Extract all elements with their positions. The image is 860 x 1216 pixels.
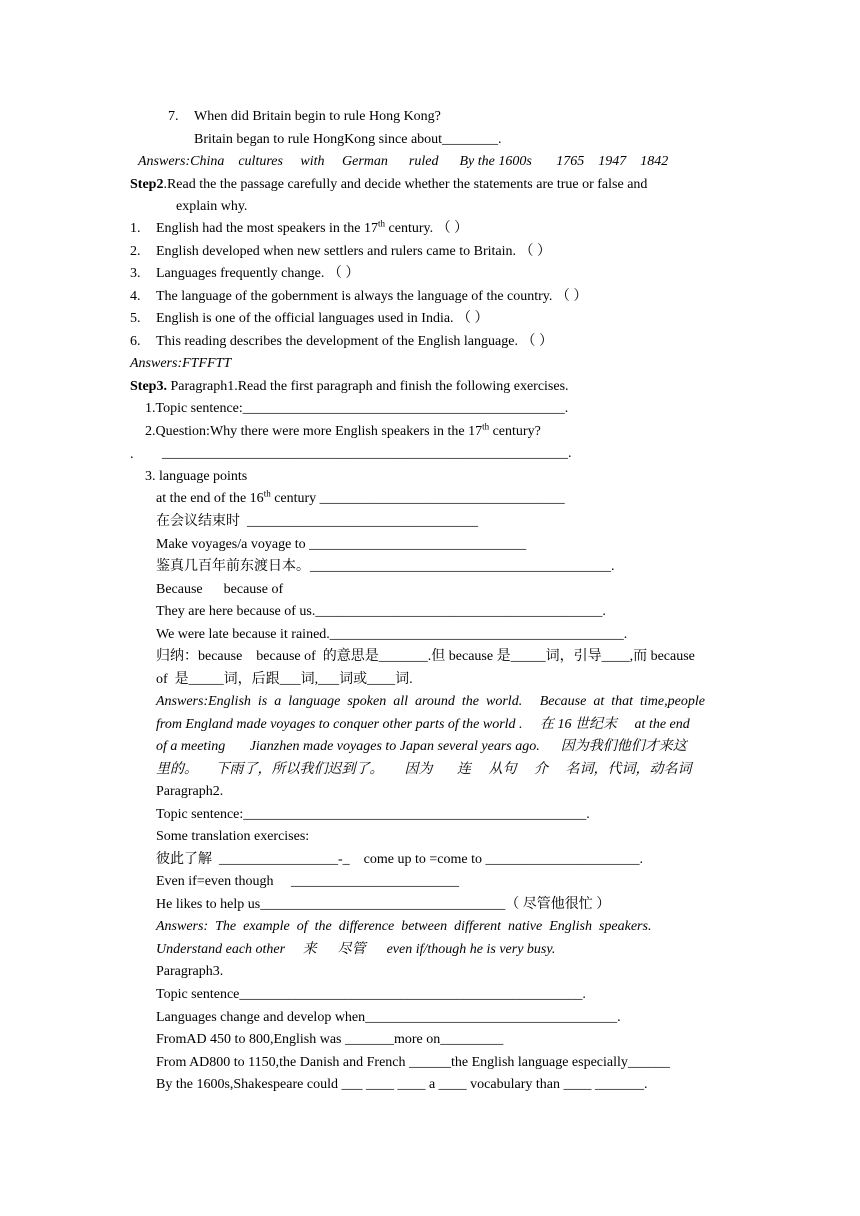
summary-line-1: 归纳：because because of 的意思是_______.但 because 是_____词，引导____,而 because <box>156 649 695 664</box>
superscript: th <box>263 488 271 499</box>
paragraph2-title: Paragraph2. <box>156 784 224 799</box>
paragraph3-line-4: By the 1600s,Shakespeare could ___ ____ ____ a ____ vocabulary than ____ _______. <box>156 1077 648 1092</box>
statement-text: The language of the gobernment is always the language of the country. （ ） <box>156 289 588 304</box>
p1-answers-line-1: Answers:English is a language spoken all around the world. Because at that time,people <box>156 694 705 709</box>
statement-text: English is one of the official languages used in India. （ ） <box>156 311 489 326</box>
superscript: th <box>378 218 386 229</box>
p1-answers-line-2: from England made voyages to conquer other parts of the world . 在 16 世纪末 at the end <box>156 717 690 732</box>
step2-answers: Answers:FTFFTT <box>130 356 232 371</box>
translation-line-3: He likes to help us___________________________________（ 尽管他很忙 ） <box>156 897 611 912</box>
p1-answers-line-3: of a meeting Jianzhen made voyages to Japan several years ago. 因为我们他们才来这 <box>156 739 687 754</box>
step2-instruction-text: .Read the the passage carefully and decide whether the statements are true or false and <box>163 177 648 192</box>
statement-number: 4. <box>130 289 141 304</box>
step3-label: Step3. <box>130 379 167 394</box>
language-point-5: Because because of <box>156 582 284 597</box>
statement-number: 1. <box>130 221 141 236</box>
statement-number: 3. <box>130 266 141 281</box>
question-7-prompt: Britain began to rule HongKong since about________. <box>194 132 502 147</box>
statement-text: English developed when new settlers and rulers came to Britain. （ ） <box>156 244 552 259</box>
lp1-text: at the end of the 16 <box>156 491 264 506</box>
step2-instruction-cont: explain why. <box>176 199 248 214</box>
superscript: th <box>482 421 490 432</box>
question-7-answers: Answers:China cultures with German ruled By the 1600s 1765 1947 1842 <box>138 154 669 169</box>
p2-answers-line-2: Understand each other 来 尽管 even if/though he is very busy. <box>156 942 556 957</box>
statement-1 <box>130 220 468 238</box>
paragraph3-topic: Topic sentence_________________________________________________. <box>156 987 586 1002</box>
step2-label: Step2 <box>130 177 164 192</box>
translation-line-2: Even if=even though ________________________ <box>156 874 460 889</box>
statement-number: 5. <box>130 311 141 326</box>
question-7-number: 7. <box>168 109 179 124</box>
language-point-3: Make voyages/a voyage to _______________________________ <box>156 537 527 552</box>
statement-2 <box>130 243 551 261</box>
translation-line-1: 彼此了解 _________________-_ come up to =come to ______________________. <box>156 852 643 867</box>
summary-line-2: of 是_____词，后跟___词,___词或____词. <box>156 672 413 687</box>
question-7-text: When did Britain begin to rule Hong Kong? <box>194 109 441 124</box>
answer-line: __________________________________________________________. <box>162 446 572 461</box>
statement-4 <box>130 288 587 306</box>
paragraph3-line-3: From AD800 to 1150,the Danish and French ______the English language especially______ <box>156 1055 670 1070</box>
paragraph2-topic: Topic sentence:_________________________________________________. <box>156 807 590 822</box>
statement-5 <box>130 310 489 328</box>
paragraph3-title: Paragraph3. <box>156 964 224 979</box>
statement-text-end: century. （ ） <box>385 221 469 236</box>
step2-instruction <box>130 176 732 194</box>
answer-line-dot: . <box>130 447 134 462</box>
language-point-6: They are here because of us._________________________________________. <box>156 604 606 619</box>
question-2-text-end: century? <box>489 424 541 439</box>
statement-number: 2. <box>130 244 141 259</box>
statement-text: English had the most speakers in the 17 <box>156 221 379 236</box>
language-points-title: 3. language points <box>145 469 248 484</box>
p1-answers-line-4: 里的。 下雨了，所以我们迟到了。 因为 连 从句 介 名词，代词，动名词 <box>156 762 692 777</box>
topic-sentence-1: 1.Topic sentence:______________________________________________. <box>145 401 569 416</box>
language-point-4: 鉴真几百年前东渡日本。___________________________________________. <box>156 559 615 574</box>
question-2 <box>145 423 541 441</box>
statement-3 <box>130 265 359 283</box>
language-point-1 <box>156 490 565 508</box>
step3-instruction <box>130 378 569 396</box>
statement-text: This reading describes the development of the English language. （ ） <box>156 334 553 349</box>
question-2-text: 2.Question:Why there were more English speakers in the 17 <box>145 424 483 439</box>
language-point-7: We were late because it rained.__________________________________________. <box>156 627 628 642</box>
translation-title: Some translation exercises: <box>156 829 310 844</box>
statement-number: 6. <box>130 334 141 349</box>
p2-answers-line-1: Answers: The example of the difference between different native English speakers. <box>156 919 652 934</box>
lp1-text-end: century ___________________________________ <box>270 491 565 506</box>
paragraph3-line-2: FromAD 450 to 800,English was _______more on_________ <box>156 1032 504 1047</box>
language-point-2: 在会议结束时 _________________________________ <box>156 514 478 529</box>
question-7 <box>168 108 441 126</box>
statement-6 <box>130 333 553 351</box>
step3-intro: Paragraph1.Read the first paragraph and finish the following exercises. <box>166 379 569 394</box>
paragraph3-line-1: Languages change and develop when____________________________________. <box>156 1010 621 1025</box>
statement-text: Languages frequently change. （ ） <box>156 266 360 281</box>
